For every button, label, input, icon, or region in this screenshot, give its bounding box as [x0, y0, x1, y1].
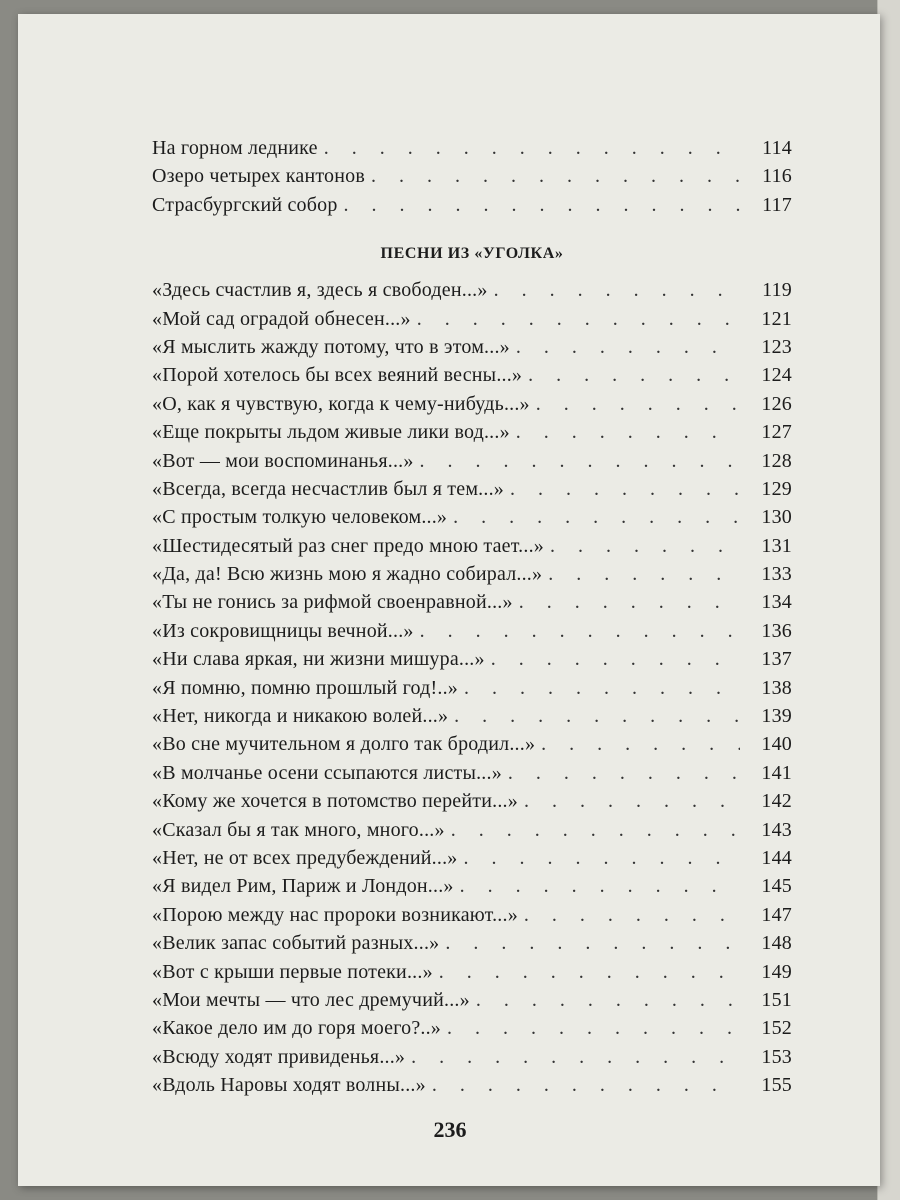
toc-entry: [152, 279, 792, 307]
toc-entry-page: 147: [761, 903, 792, 926]
dot-leader: [550, 535, 740, 558]
dot-leader: [453, 506, 740, 529]
toc-entry-title: «Велик запас событий разных...»: [152, 932, 440, 955]
page-number: 236: [433, 1117, 467, 1142]
toc-entry: [152, 165, 792, 193]
toc-entry-title: «Порой хотелось бы всех веяний весны...»: [152, 364, 523, 387]
toc-entry-page: 116: [762, 165, 792, 188]
toc-entry: [152, 648, 792, 676]
toc-entry-title: «Ни слава яркая, ни жизни мишура...»: [152, 648, 485, 671]
toc-entry-page: 119: [762, 279, 792, 302]
toc-entry-title: «Во сне мучительном я долго так бродил...»: [152, 733, 536, 756]
toc-entry-title: «Мои мечты — что лес дремучий...»: [152, 988, 470, 1011]
toc-entry-title: «Вот — мои воспоминанья...»: [152, 449, 414, 472]
toc-entry-page: 124: [761, 364, 792, 387]
toc-entry-title: «Мой сад оградой обнесен...»: [152, 307, 411, 330]
toc-entry-page: 127: [761, 421, 792, 444]
toc-entry-page: 136: [761, 619, 792, 642]
toc-entry-title: «Из сокровищницы вечной...»: [152, 619, 414, 642]
toc-entry: [152, 819, 792, 847]
toc-entry-title: «Ты не гонись за рифмой своенравной...»: [152, 591, 513, 614]
toc-entry: [152, 677, 792, 705]
toc-entry-title: «Сказал бы я так много, много...»: [152, 818, 445, 841]
dot-leader: [508, 762, 740, 785]
toc-entry: [152, 478, 792, 506]
toc-entry-page: 133: [761, 563, 792, 586]
dot-leader: [464, 677, 740, 700]
dot-leader: [344, 194, 740, 217]
toc-entry: [152, 1074, 792, 1102]
dot-leader: [439, 961, 740, 984]
toc-entry: [152, 393, 792, 421]
dot-leader: [528, 364, 740, 387]
toc-entry: [152, 450, 792, 478]
dot-leader: [451, 819, 740, 842]
section-heading: ПЕСНИ ИЗ «УГОЛКА»: [380, 245, 564, 263]
toc-entry-title: «Какое дело им до горя моего?..»: [152, 1017, 442, 1040]
toc-top-entries: [152, 137, 792, 222]
toc-entry-page: 155: [761, 1074, 792, 1097]
dot-leader: [445, 932, 740, 955]
toc-entry: [152, 137, 792, 165]
toc-entry: [152, 591, 792, 619]
toc-entry-page: 153: [761, 1045, 792, 1068]
toc-entry-page: 148: [761, 932, 792, 955]
toc-entry-page: 149: [761, 960, 792, 983]
toc-entry: [152, 364, 792, 392]
toc-entry-title: «Нет, никогда и никакою волей...»: [152, 705, 449, 728]
toc-entry-title: «Я видел Рим, Париж и Лондон...»: [152, 875, 454, 898]
toc-entry-title: «Вот с крыши первые потеки...»: [152, 960, 433, 983]
dot-leader: [411, 1046, 740, 1069]
toc-entry: [152, 790, 792, 818]
toc-entry: [152, 762, 792, 790]
adjacent-page-edge: [877, 0, 900, 1200]
toc-entry: [152, 308, 792, 336]
toc-entry-title: «Порою между нас пророки возникают...»: [152, 903, 518, 926]
dot-leader: [432, 1074, 740, 1097]
dot-leader: [516, 421, 740, 444]
toc-entry-title: «Всюду ходят привиденья...»: [152, 1045, 406, 1068]
toc-entry-page: 129: [761, 477, 792, 500]
dot-leader: [463, 847, 740, 870]
toc-entry-title: Озеро четырех кантонов: [152, 165, 365, 188]
toc-entry-page: 126: [761, 392, 792, 415]
dot-leader: [420, 450, 740, 473]
toc-entry: [152, 1046, 792, 1074]
toc-entry-page: 121: [761, 307, 792, 330]
dot-leader: [460, 875, 740, 898]
toc-entry-page: 152: [761, 1017, 792, 1040]
toc-entry-page: 117: [762, 193, 792, 216]
dot-leader: [524, 904, 740, 927]
toc-entry: [152, 336, 792, 364]
toc-entry-page: 142: [761, 790, 792, 813]
toc-entry: [152, 875, 792, 903]
toc-entry: [152, 620, 792, 648]
toc-entry-title: «Я помню, помню прошлый год!..»: [152, 676, 458, 699]
dot-leader: [516, 336, 740, 359]
dot-leader: [324, 137, 740, 160]
toc-entry-page: 128: [761, 449, 792, 472]
toc-entry-title: На горном леднике: [152, 137, 318, 159]
toc-entry: [152, 563, 792, 591]
dot-leader: [519, 591, 740, 614]
toc-entry: [152, 904, 792, 932]
dot-leader: [420, 620, 740, 643]
toc-entry-title: «В молчанье осени ссыпаются листы...»: [152, 761, 502, 784]
toc-entry-page: 144: [761, 846, 792, 869]
toc-entry-title: «Здесь счастлив я, здесь я свободен...»: [152, 279, 488, 302]
toc-entry: [152, 535, 792, 563]
dot-leader: [510, 478, 740, 501]
toc-entry-title: «С простым толкую человеком...»: [152, 506, 448, 529]
toc-entry: [152, 421, 792, 449]
toc-entry-page: 143: [761, 818, 792, 841]
toc-entry-title: «Вдоль Наровы ходят волны...»: [152, 1074, 426, 1097]
toc-entry: [152, 733, 792, 761]
toc-entry: [152, 932, 792, 960]
dot-leader: [454, 705, 740, 728]
toc-entry-title: Страсбургский собор: [152, 193, 338, 216]
toc-entry: [152, 1017, 792, 1045]
toc-entry-page: 114: [762, 137, 792, 159]
dot-leader: [524, 790, 740, 813]
toc-entry-title: «О, как я чувствую, когда к чему-нибудь...»: [152, 392, 530, 415]
toc-section-entries: [152, 279, 792, 1102]
dot-leader: [476, 989, 740, 1012]
toc-entry-page: 130: [761, 506, 792, 529]
toc-entry-page: 134: [761, 591, 792, 614]
toc-entry-title: «Да, да! Всю жизнь мою я жадно собирал...»: [152, 563, 543, 586]
toc-entry-page: 141: [761, 761, 792, 784]
toc-entry-page: 139: [761, 705, 792, 728]
toc-entry-title: «Кому же хочется в потомство перейти...»: [152, 790, 518, 813]
toc-entry: [152, 989, 792, 1017]
dot-leader: [494, 279, 740, 302]
toc-entry-page: 131: [761, 534, 792, 557]
toc-entry-page: 145: [761, 875, 792, 898]
dot-leader: [536, 393, 740, 416]
toc-entry: [152, 705, 792, 733]
toc-entry-title: «Нет, не от всех предубеждений...»: [152, 846, 458, 869]
toc-entry-title: «Я мыслить жажду потому, что в этом...»: [152, 335, 510, 358]
toc-entry-title: «Всегда, всегда несчастлив был я тем...»: [152, 477, 504, 500]
dot-leader: [371, 165, 740, 188]
table-of-contents: [152, 137, 792, 1103]
toc-entry: [152, 194, 792, 222]
dot-leader: [548, 563, 740, 586]
toc-entry-page: 140: [761, 733, 792, 756]
toc-entry-title: «Еще покрыты льдом живые лики вод...»: [152, 421, 510, 444]
toc-entry-page: 151: [761, 988, 792, 1011]
dot-leader: [491, 648, 740, 671]
toc-entry-page: 137: [761, 648, 792, 671]
toc-entry-title: «Шестидесятый раз снег предо мною тает...»: [152, 534, 544, 557]
toc-entry: [152, 847, 792, 875]
dot-leader: [541, 733, 740, 756]
toc-entry: [152, 506, 792, 534]
dot-leader: [417, 308, 740, 331]
toc-entry: [152, 961, 792, 989]
toc-entry-page: 123: [761, 335, 792, 358]
dot-leader: [447, 1017, 740, 1040]
toc-entry-page: 138: [761, 676, 792, 699]
